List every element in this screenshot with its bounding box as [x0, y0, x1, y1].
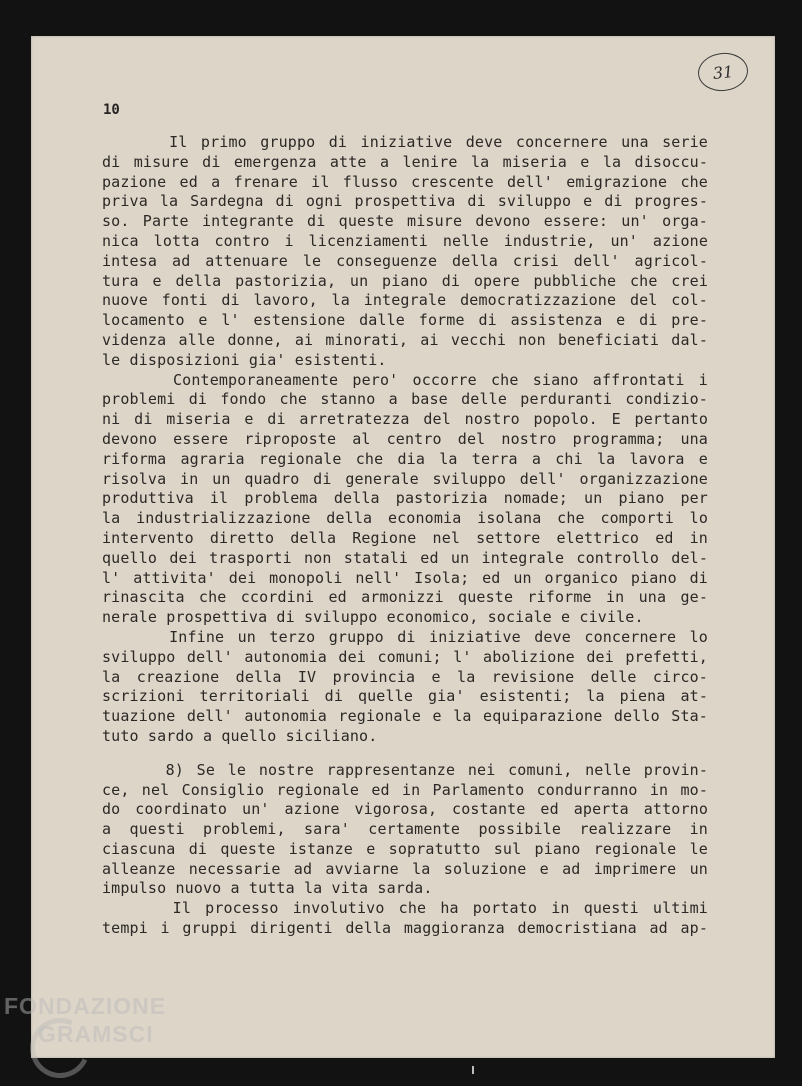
text-line: la creazione della IV provincia e la revisione delle circo-: [102, 667, 708, 686]
text-line: do coordinato un' azione vigorosa, costante ed aperta attorno: [102, 800, 708, 819]
text-line: la industrializzazione della economia isolana che comporti lo: [102, 509, 708, 528]
text-line: pazione ed a frenare il flusso crescente dell' emigrazione che: [102, 172, 708, 191]
paragraph-5: [102, 899, 708, 939]
text-line: Il processo involutivo che ha portato in questi ultimi: [102, 899, 708, 918]
watermark-line-1: FONDAZIONE: [4, 993, 167, 1019]
text-line: a questi problemi, sara' certamente possibile realizzare in: [102, 820, 708, 839]
text-line: tuazione dell' autonomia regionale e la equiparazione dello Sta-: [102, 707, 708, 726]
text-line: impulso nuovo a tutta la vita sarda.: [102, 879, 433, 898]
text-line: priva la Sardegna di ogni prospettiva di sviluppo e di progres-: [102, 192, 708, 211]
text-line: devono essere riproposte al centro del nostro programma; una: [102, 429, 708, 448]
text-line: videnza alle donne, ai minorati, ai vecchi non beneficiati dal-: [102, 330, 708, 349]
text-line: sviluppo dell' autonomia dei comuni; l' abolizione dei prefetti,: [102, 647, 708, 666]
text-line: tuto sardo a quello siciliano.: [102, 726, 378, 745]
watermark: [4, 992, 166, 1048]
text-line: le disposizioni gia' esistenti.: [102, 350, 387, 369]
text-line: ce, nel Consiglio regionale ed in Parlamento condurranno in mo-: [102, 780, 708, 799]
paragraph-1: [102, 133, 708, 371]
text-line: Infine un terzo gruppo di iniziative deve concernere lo: [102, 627, 708, 646]
text-line: intervento diretto della Regione nel settore elettrico ed in: [102, 528, 708, 547]
text-line: ciascuna di queste istanze e sopratutto sul piano regionale le: [102, 839, 708, 858]
text-line: tempi i gruppi dirigenti della maggioranza democristiana ad ap-: [102, 919, 708, 938]
text-line: Contemporaneamente pero' occorre che siano affrontati i: [102, 370, 708, 389]
text-line: rinascita che ccordini ed armonizzi queste riforme in una ge-: [102, 588, 708, 607]
document-page: [31, 36, 775, 1058]
paragraph-gap: [102, 747, 708, 761]
text-line: riforma agraria regionale che dia la terra a chi la lavora e: [102, 449, 708, 468]
text-line: intesa ad attenuare le conseguenze della crisi dell' agricol-: [102, 251, 708, 270]
paragraph-3: [102, 628, 708, 747]
text-line: tura e della pastorizia, un piano di opere pubbliche che crei: [102, 271, 708, 290]
paragraph-4: [102, 761, 708, 900]
page-number: 10: [103, 102, 120, 118]
text-line: alleanze necessarie ad avviarne la soluzione e ad imprimere un: [102, 859, 708, 878]
text-line: di misure di emergenza atte a lenire la miseria e la disoccu-: [102, 152, 708, 171]
text-line: nica lotta contro i licenziamenti nelle industrie, un' azione: [102, 231, 708, 250]
text-line: nuove fonti di lavoro, la integrale democratizzazione del col-: [102, 291, 708, 310]
text-line: 8) Se le nostre rappresentanze nei comuni, nelle provin-: [102, 760, 708, 779]
text-line: scrizioni territoriali di quelle gia' esistenti; la piena at-: [102, 687, 708, 706]
paragraph-2: [102, 371, 708, 628]
text-line: nerale prospettiva di sviluppo economico, sociale e civile.: [102, 608, 644, 627]
watermark-line-2: GRAMSCI: [38, 1021, 154, 1047]
text-line: ni di miseria e di arretratezza del nostro popolo. E pertanto: [102, 410, 708, 429]
text-line: locamento e l' estensione dalle forme di assistenza e di pre-: [102, 311, 708, 330]
text-line: risolva in un quadro di generale sviluppo dell' organizzazione: [102, 469, 708, 488]
text-line: quello dei trasporti non statali ed un integrale controllo del-: [102, 548, 708, 567]
body-text: [102, 133, 708, 939]
archive-stamp: 31: [696, 50, 750, 93]
text-line: problemi di fondo che stanno a base delle perduranti condizio-: [102, 390, 708, 409]
text-line: so. Parte integrante di queste misure devono essere: un' orga-: [102, 212, 708, 231]
text-line: l' attivita' dei monopoli nell' Isola; ed un organico piano di: [102, 568, 708, 587]
text-line: produttiva il problema della pastorizia nomade; un piano per: [102, 489, 708, 508]
text-line: Il primo gruppo di iniziative deve concernere una serie: [102, 133, 708, 151]
scan-mark: [472, 1066, 474, 1074]
